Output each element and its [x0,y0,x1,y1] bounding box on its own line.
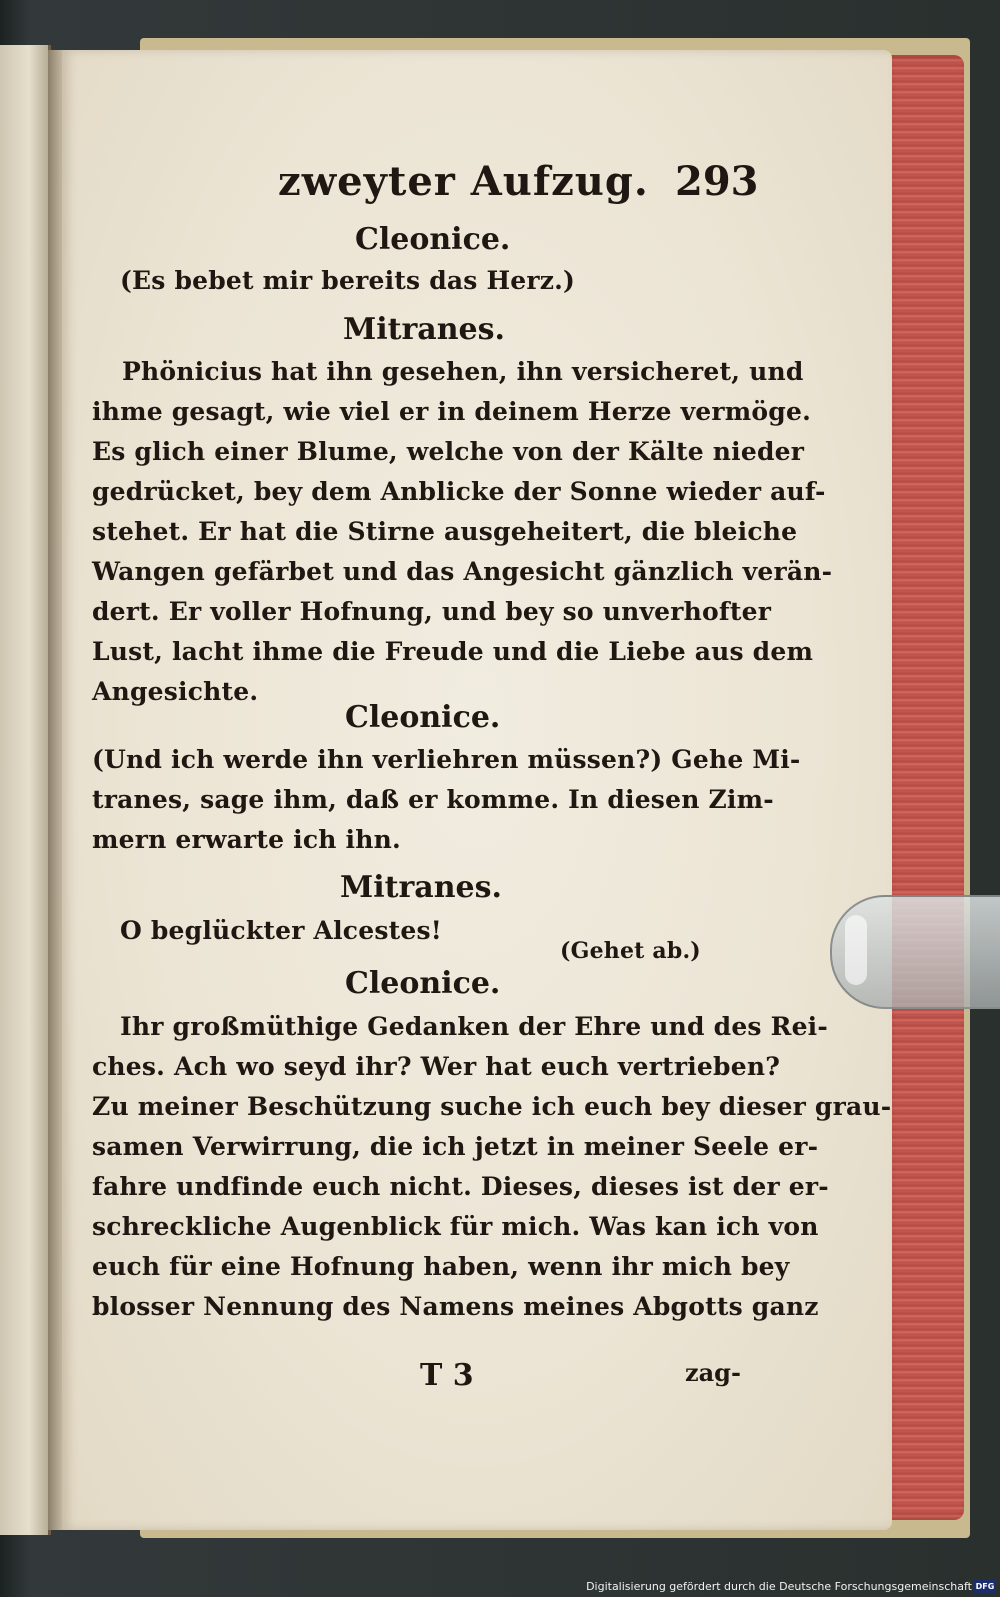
text-line: (Es bebet mir bereits das Herz.) [120,266,576,295]
clip-highlight [845,915,867,985]
text-line: O beglückter Alcestes! [120,916,442,945]
dfg-logo: DFG [975,1582,995,1591]
catchword: zag- [685,1358,741,1387]
signature-mark: T 3 [420,1358,474,1393]
speaker-name: Cleonice. [345,700,501,735]
red-page-edges [884,55,964,1520]
text-line: Angesichte. [92,677,259,706]
digitization-credit: Digitalisierung gefördert durch die Deutsche Forschungsgemeinschaft [586,1580,972,1593]
text-line: blosser Nennung des Namens meines Abgotts ganz [92,1292,819,1321]
text-line: tranes, sage ihm, daß er komme. In diesen Zim- [92,785,774,814]
speaker-name: Cleonice. [355,222,511,257]
text-line: dert. Er voller Hofnung, und bey so unverhofter [92,597,772,626]
text-line: Phönicius hat ihn gesehen, ihn versicheret, und [122,357,804,386]
text-line: Ihr großmüthige Gedanken der Ehre und des Rei- [120,1012,828,1041]
text-line: ches. Ach wo seyd ihr? Wer hat euch vertrieben? [92,1052,781,1081]
text-line: fahre undfinde euch nicht. Dieses, dieses ist der er- [92,1172,829,1201]
text-line: Lust, lacht ihme die Freude und die Liebe aus dem [92,637,814,666]
text-line: ihme gesagt, wie viel er in deinem Herze vermöge. [92,397,811,426]
left-page-edge [0,45,51,1535]
speaker-name: Mitranes. [343,312,505,347]
text-line: Es glich einer Blume, welche von der Kälte nieder [92,437,805,466]
text-line: (Und ich werde ihn verliehren müssen?) Gehe Mi- [92,745,801,774]
text-line: Wangen gefärbet und das Angesicht gänzlich verän- [92,557,833,586]
text-line: Zu meiner Beschützung suche ich euch bey dieser grau- [92,1092,892,1121]
speaker-name: Mitranes. [340,870,502,905]
running-head: zweyter Aufzug. [278,158,649,205]
text-line: gedrücket, bey dem Anblicke der Sonne wieder auf- [92,477,826,506]
text-line: euch für eine Hofnung haben, wenn ihr mich bey [92,1252,790,1281]
stage-direction: (Gehet ab.) [560,938,701,964]
text-line: stehet. Er hat die Stirne ausgeheitert, die bleiche [92,517,798,546]
text-line: schreckliche Augenblick für mich. Was kan ich von [92,1212,819,1241]
text-line: mern erwarte ich ihn. [92,825,401,854]
text-line: samen Verwirrung, die ich jetzt in meiner Seele er- [92,1132,819,1161]
page-number: 293 [675,158,759,205]
speaker-name: Cleonice. [345,966,501,1001]
